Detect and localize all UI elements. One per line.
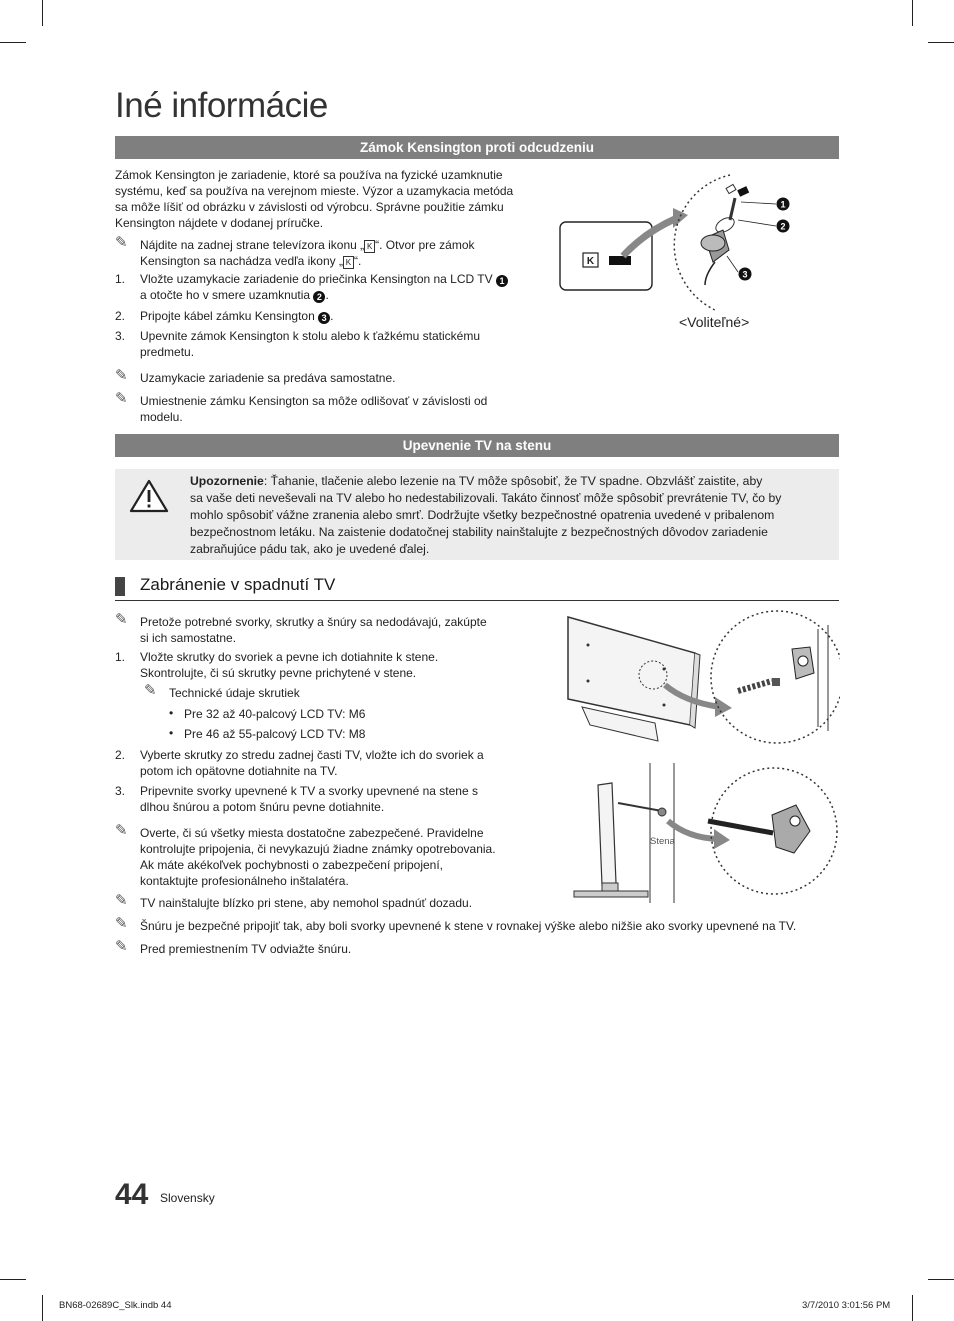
step-text: Pripevnite svorky upevnené k TV a svorky upevnené na stene s [140, 784, 478, 798]
note-text: Pretože potrebné svorky, skrutky a šnúry sa nedodávajú, zakúpte [140, 615, 487, 629]
warning-label: Upozornenie [190, 474, 264, 488]
bullet-text: Pre 32 až 40-palcový LCD TV: M6 [184, 707, 366, 721]
step-number: 2. [115, 748, 126, 762]
callout-3: 3 [318, 312, 330, 324]
kensington-intro [115, 167, 513, 231]
kensington-step-1: 1. Vložte uzamykacie zariadenie do priečinka Kensington na LCD TV 1 a otočte ho v smere uzamknutia 2 . [115, 271, 508, 303]
crop-mark [912, 0, 913, 26]
optional-label: <Voliteľné> [679, 314, 750, 330]
step-text: Skontrolujte, či sú skrutky pevne prichytené v stene. [140, 666, 417, 680]
pencil-note-icon: ✎ [115, 390, 128, 407]
note-text: kontaktujte profesionálneho inštalatéra. [140, 874, 349, 888]
warning-triangle-icon [129, 479, 169, 513]
note-buy-separately [115, 611, 487, 646]
step-text: Pripojte kábel zámku Kensington [140, 309, 315, 323]
intro-line: Kensington nájdete v dodanej príručke. [115, 216, 324, 230]
crop-mark [912, 1295, 913, 1321]
callout-1: 1 [496, 275, 508, 287]
note-near-wall [115, 892, 473, 911]
step-text: predmetu. [140, 345, 195, 359]
note-text: Nájdite na zadnej strane televízora ikonu „ [140, 238, 365, 252]
crop-mark [928, 42, 954, 43]
step-text: a otočte ho v smere uzamknutia [140, 288, 311, 302]
footer-file-info: BN68-02689C_Slk.indb 44 [59, 1300, 172, 1311]
footer-date-info: 3/7/2010 3:01:56 PM [802, 1300, 891, 1311]
step-text: dlhou šnúrou a potom šnúru pevne dotiahnite. [140, 800, 385, 814]
bullet-text: Pre 46 až 55-palcový LCD TV: M8 [184, 727, 366, 741]
crop-mark [42, 1295, 43, 1321]
lock-letter-label: K [586, 256, 595, 267]
wall-label: Stena [650, 836, 675, 847]
note-text: Pred premiestnením TV odviažte šnúru. [140, 942, 352, 956]
note-text: kontrolujte pripojenia, či nevykazujú žiadne známky opotrebovania. [140, 842, 496, 856]
warning-line: mohlo spôsobiť vážne zranenia alebo smrť. Dodržujte všetky bezpečnostné opatrenia uvedené v pribalenom [190, 508, 775, 522]
callout-2: 2 [313, 291, 325, 303]
tv-side-wall-illustration [568, 763, 840, 905]
callout-3: 3 [742, 269, 748, 280]
step-number: 3. [115, 329, 126, 343]
warning-line: zabraňujúce pádu tak, ako je uvedené ďalej. [190, 542, 430, 556]
note-untie-cord [115, 938, 352, 957]
note-kensington-icon [115, 234, 475, 269]
note-text: Technické údaje skrutiek [169, 686, 300, 700]
note-text: Umiestnenie zámku Kensington sa môže odlišovať v závislosti od [140, 394, 488, 408]
step-text: potom ich opätovne dotiahnite na TV. [140, 764, 338, 778]
bullet-dot: • [169, 706, 174, 720]
pencil-note-icon: ✎ [115, 938, 128, 955]
crop-mark [42, 0, 43, 26]
warning-box [115, 469, 839, 560]
crop-mark [0, 1279, 26, 1280]
footer-language: Slovensky [160, 1191, 215, 1205]
page-title: Iné informácie [115, 86, 328, 125]
note-text: Overte, či sú všetky miesta dostatočne zabezpečené. Pravidelne [140, 826, 484, 840]
subsection-header [115, 574, 839, 601]
step-text: Vložte skrutky do svoriek a pevne ich dotiahnite k stene. [140, 650, 439, 664]
crop-mark [928, 1279, 954, 1280]
bullet-dot: • [169, 726, 174, 740]
antifall-step-3 [115, 783, 478, 815]
note-location-varies [115, 390, 488, 425]
step-number: 2. [115, 309, 126, 323]
antifall-step-2 [115, 747, 484, 779]
step-text: Vložte uzamykacie zariadenie do priečinka Kensington na LCD TV [140, 272, 493, 286]
section-header-kensington: Zámok Kensington proti odcudzeniu [115, 136, 839, 159]
pencil-note-icon: ✎ [115, 915, 128, 932]
step-number: 1. [115, 650, 126, 664]
pencil-note-icon: ✎ [115, 367, 128, 384]
subsection-marker [115, 577, 125, 596]
tv-back-clamp-illustration [560, 607, 840, 755]
kensington-step-2: 2. Pripojte kábel zámku Kensington 3 . [115, 309, 334, 323]
note-cord-height [115, 915, 797, 934]
pencil-note-icon: ✎ [115, 611, 128, 628]
intro-line: Zámok Kensington je zariadenie, ktoré sa používa na fyzické uzamknutie [115, 168, 503, 182]
warning-line: sa vaše deti neveševali na TV alebo ho nedestabilizovali. Takáto činnosť môže spôsobiť prevrátenie TV, čo by [190, 491, 782, 505]
note-text: Uzamykacie zariadenie sa predáva samostatne. [140, 371, 396, 385]
step-text: Vyberte skrutky zo stredu zadnej časti TV, vložte ich do svoriek a [140, 748, 484, 762]
page-number: 44 [115, 1178, 149, 1211]
note-check-secure [115, 822, 496, 889]
intro-line: systému, keď sa používa na verejnom mieste. Výzor a uzamykacia metóda [115, 184, 514, 198]
step-number: 1. [115, 272, 126, 286]
note-text: Kensington sa nachádza vedľa ikony „ [140, 254, 343, 268]
intro-line: sa môže líšiť od obrázku v závislosti od výrobcu. Správne použitie zámku [115, 200, 504, 214]
antifall-step-1 [115, 649, 438, 681]
note-sold-separately [115, 367, 396, 386]
pencil-note-icon: ✎ [115, 892, 128, 909]
bullet-item [169, 706, 365, 722]
section-header-wall-mount: Upevnenie TV na stenu [115, 434, 839, 457]
note-text: “. Otvor pre zámok [375, 238, 475, 252]
pencil-note-icon: ✎ [144, 682, 157, 699]
warning-line: bezpečnostnom letáku. Na zaistenie dodatočnej stability nainštalujte z bezpečnostných dôvodov zariadenie [190, 525, 768, 539]
kensington-lock-icon: K [343, 256, 354, 269]
note-screw-specs [144, 682, 300, 701]
note-text: Ak máte akékoľvek pochybnosti o zabezpečení pripojení, [140, 858, 444, 872]
warning-line: : Ťahanie, tlačenie alebo lezenie na TV môže spôsobiť, že TV spadne. Obzvlášť zaistite, aby [263, 474, 763, 488]
callout-1: 1 [780, 199, 786, 210]
pencil-note-icon: ✎ [115, 234, 128, 251]
crop-mark [0, 42, 26, 43]
callout-2: 2 [780, 221, 786, 232]
note-text: Šnúru je bezpečné pripojiť tak, aby boli svorky upevnené k stene v rovnakej výške alebo nižšie ako svorky upevnené na TV. [140, 919, 797, 933]
step-number: 3. [115, 784, 126, 798]
note-text: “. [353, 254, 362, 268]
kensington-lock-icon: K [364, 240, 375, 253]
bullet-item [169, 726, 365, 742]
pencil-note-icon: ✎ [115, 822, 128, 839]
note-text: modelu. [140, 410, 183, 424]
note-text: TV nainštalujte blízko pri stene, aby nemohol spadnúť dozadu. [140, 896, 473, 910]
step-text: Upevnite zámok Kensington k stolu alebo k ťažkému statickému [140, 329, 481, 343]
warning-text [190, 473, 781, 558]
subsection-title: Zabránenie v spadnutí TV [140, 575, 336, 594]
note-text: si ich samostatne. [140, 631, 237, 645]
kensington-step-3 [115, 328, 480, 360]
